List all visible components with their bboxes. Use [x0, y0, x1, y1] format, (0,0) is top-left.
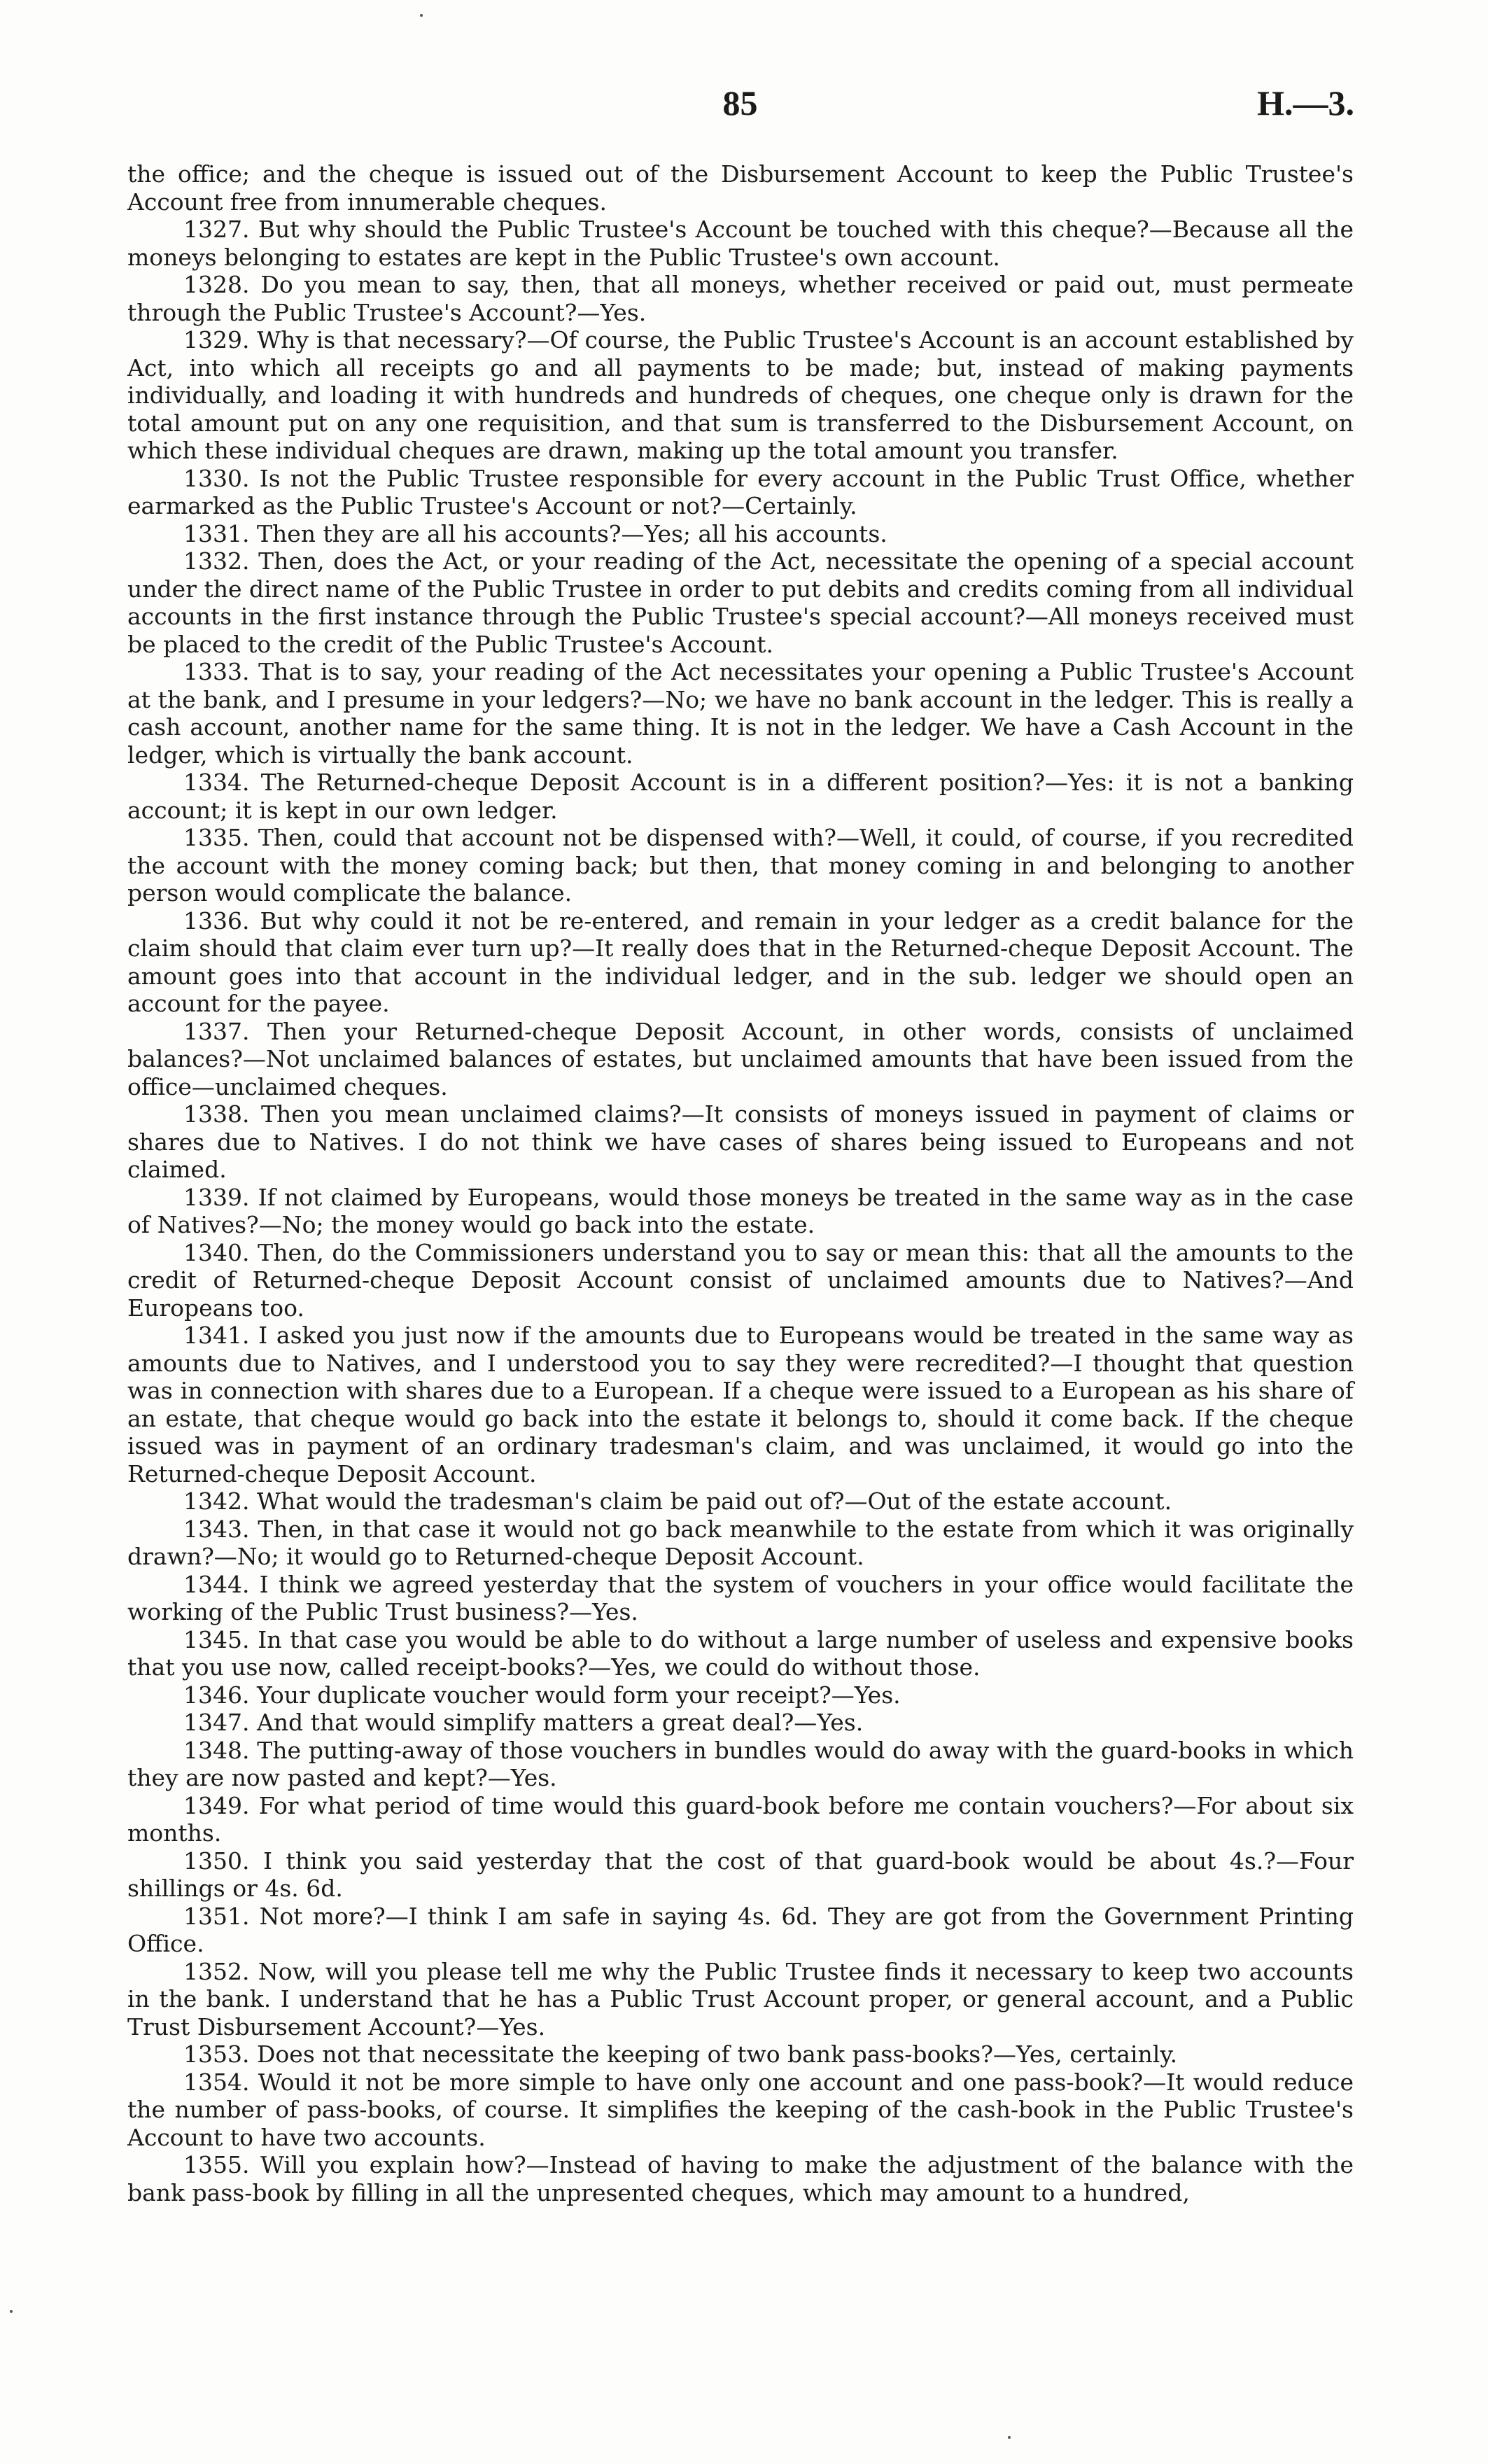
paragraph: 1340. Then, do the Commissioners understand you to say or mean this: that all the amounts to the credit of Returned-cheque Deposit Account consist of unclaimed amounts due to Natives?—And Europeans too.	[127, 1238, 1354, 1322]
paragraph: 1350. I think you said yesterday that the cost of that guard-book would be about 4s.?—Four shillings or 4s. 6d.	[127, 1847, 1354, 1902]
paragraph: 1331. Then they are all his accounts?—Yes; all his accounts.	[183, 519, 887, 547]
page-header	[126, 83, 1354, 132]
paragraph: 1332. Then, does the Act, or your reading of the Act, necessitate the opening of a special account under the direct name of the Public Trustee in order to put debits and credits coming from all individual accounts in the first instance through the Public Trustee's special account?—All moneys received must be placed to the credit of the Public Trustee's Account.	[127, 547, 1354, 658]
paragraph: 1333. That is to say, your reading of the Act necessitates your opening a Public Trustee's Account at the bank, and I presume in your ledgers?—No; we have no bank account in the ledger. This is really a cash account, another name for the same thing. It is not in the ledger. We have a Cash Account in the ledger, which is virtually the bank account.	[127, 658, 1354, 769]
paragraph: 1341. I asked you just now if the amounts due to Europeans would be treated in the same way as amounts due to Natives, and I understood you to say they were recredited?—I thought that question was in connection with shares due to a European. If a cheque were issued to a European as his share of an estate, that cheque would go back into the estate it belongs to, should it come back. If the cheque issued was in payment of an ordinary tradesman's claim, and was unclaimed, it would go into the Returned-cheque Deposit Account.	[127, 1322, 1354, 1488]
paragraph: 1352. Now, will you please tell me why the Public Trustee finds it necessary to keep two accounts in the bank. I understand that he has a Public Trust Account proper, or general account, and a Public Trust Disbursement Account?—Yes.	[127, 1957, 1354, 2040]
paragraph: 1339. If not claimed by Europeans, would those moneys be treated in the same way as in the case of Natives?—No; the money would go back into the estate.	[127, 1183, 1354, 1238]
paragraph: 1334. The Returned-cheque Deposit Account is in a different position?—Yes: it is not a banking account; it is kept in our own ledger.	[127, 769, 1354, 824]
paragraph: 1355. Will you explain how?—Instead of having to make the adjustment of the balance with the bank pass-book by filling in all the unpresented cheques, which may amount to a hundred,	[127, 2151, 1354, 2206]
paragraph: 1330. Is not the Public Trustee responsible for every account in the Public Trust Office, whether earmarked as the Public Trustee's Account or not?—Certainly.	[127, 464, 1354, 519]
paragraph: 1329. Why is that necessary?—Of course, the Public Trustee's Account is an account established by Act, into which all receipts go and all payments to be made; but, instead of making payments individually, and loading it with hundreds and hundreds of cheques, one cheque only is drawn for the total amount put on any one requisition, and that sum is transferred to the Disbursement Account, on which these individual cheques are drawn, making up the total amount you transfer.	[127, 326, 1354, 464]
paragraph: 1338. Then you mean unclaimed claims?—It consists of moneys issued in payment of claims or shares due to Natives. I do not think we have cases of shares being issued to Europeans and not claimed.	[127, 1100, 1354, 1183]
paragraph: 1348. The putting-away of those vouchers in bundles would do away with the guard-books in which they are now pasted and kept?—Yes.	[127, 1736, 1354, 1791]
paragraph: 1345. In that case you would be able to do without a large number of useless and expensive books that you use now, called receipt-books?—Yes, we could do without those.	[127, 1625, 1354, 1681]
paragraph: 1347. And that would simplify matters a great deal?—Yes.	[183, 1709, 864, 1736]
paragraph: 1343. Then, in that case it would not go back meanwhile to the estate from which it was originally drawn?—No; it would go to Returned-cheque Deposit Account.	[127, 1515, 1354, 1570]
paragraph: the office; and the cheque is issued out of the Disbursement Account to keep the Public Trustee's Account free from innumerable cheques.	[127, 160, 1354, 216]
paragraph: 1337. Then your Returned-cheque Deposit Account, in other words, consists of unclaimed balances?—Not unclaimed balances of estates, but unclaimed amounts that have been issued from the office—unclaimed cheques.	[127, 1017, 1354, 1100]
paragraph: 1349. For what period of time would this guard-book before me contain vouchers?—For about six months.	[127, 1791, 1354, 1847]
scan-speck	[10, 2310, 13, 2313]
body-text	[127, 160, 1354, 2206]
scan-speck	[420, 14, 423, 17]
page-number: 85	[722, 83, 758, 122]
paragraph: 1327. But why should the Public Trustee's Account be touched with this cheque?—Because all the moneys belonging to estates are kept in the Public Trustee's own account.	[127, 216, 1354, 271]
paragraph: 1354. Would it not be more simple to have only one account and one pass-book?—It would reduce the number of pass-books, of course. It simplifies the keeping of the cash-book in the Public Trustee's Account to have two accounts.	[127, 2068, 1354, 2151]
paragraph: 1342. What would the tradesman's claim be paid out of?—Out of the estate account.	[183, 1488, 1172, 1515]
scan-speck	[1008, 2436, 1011, 2439]
paragraph: 1351. Not more?—I think I am safe in saying 4s. 6d. They are got from the Government Printing Office.	[127, 1902, 1354, 1957]
paragraph: 1346. Your duplicate voucher would form your receipt?—Yes.	[183, 1681, 901, 1709]
paragraph: 1336. But why could it not be re-entered, and remain in your ledger as a credit balance for the claim should that claim ever turn up?—It really does that in the Returned-cheque Deposit Account. The amount goes into that account in the individual ledger, and in the sub. ledger we should open an account for the payee.	[127, 906, 1354, 1017]
document-reference: H.—3.	[1257, 83, 1354, 122]
paragraph: 1328. Do you mean to say, then, that all moneys, whether received or paid out, must permeate through the Public Trustee's Account?—Yes.	[127, 271, 1354, 326]
paragraph: 1344. I think we agreed yesterday that the system of vouchers in your office would facilitate the working of the Public Trust business?—Yes.	[127, 1570, 1354, 1625]
paragraph: 1335. Then, could that account not be dispensed with?—Well, it could, of course, if you recredited the account with the money coming back; but then, that money coming in and belonging to another person would complicate the balance.	[127, 824, 1354, 906]
paragraph: 1353. Does not that necessitate the keeping of two bank pass-books?—Yes, certainly.	[183, 2040, 1178, 2068]
